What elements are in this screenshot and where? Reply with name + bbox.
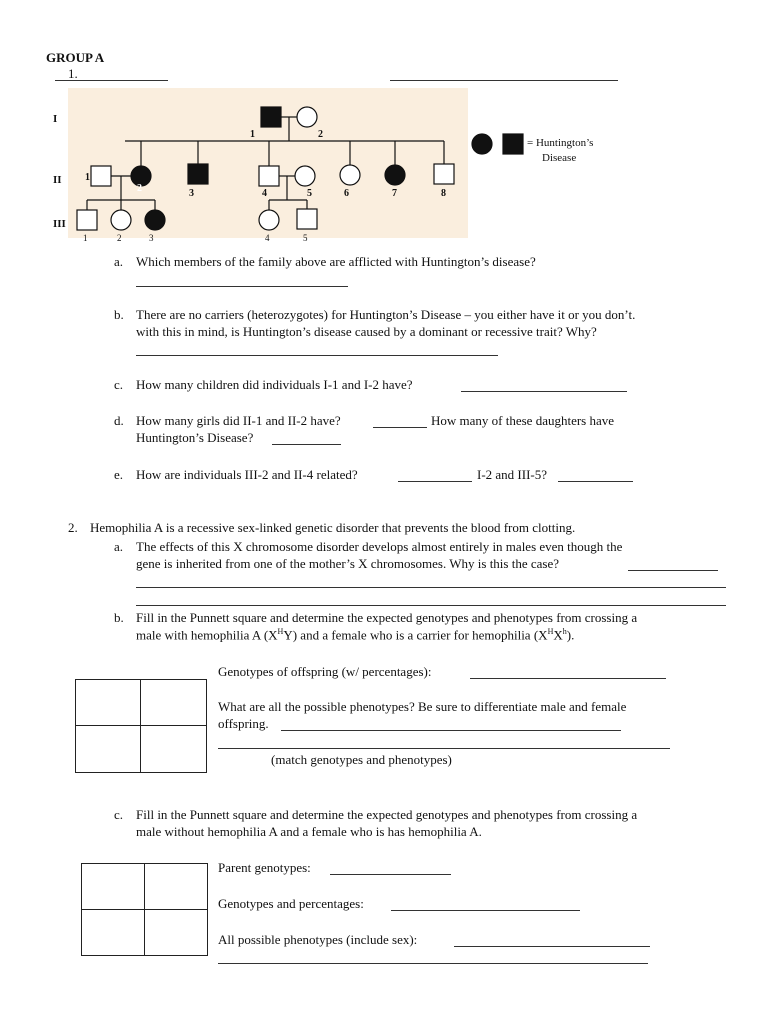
- q2b-text-line2: [136, 627, 574, 643]
- group-title: GROUP A: [46, 50, 105, 65]
- q2b-phenotypes-line2: offspring.: [218, 716, 269, 731]
- gen2-4-male: [259, 166, 279, 186]
- q2b-phenotypes-answer-line-2[interactable]: [218, 748, 670, 749]
- q1d-answer-line-girls[interactable]: [373, 427, 427, 428]
- q2c-phenotypes-answer-line-2[interactable]: [218, 963, 648, 964]
- allele-superscript: H: [547, 627, 554, 636]
- gen3-label: 4: [265, 233, 270, 243]
- pedigree-svg: [0, 0, 770, 260]
- legend-circle-affected: [472, 134, 492, 154]
- gen2-8-male: [434, 164, 454, 184]
- gen1-female: [297, 107, 317, 127]
- gen2-label: 2: [137, 183, 142, 194]
- allele-superscript: H: [277, 627, 284, 636]
- q2c-phenotypes-answer-line-1[interactable]: [454, 946, 650, 947]
- generation-label-i: I: [53, 113, 58, 125]
- q1d-answer-line-affected[interactable]: [272, 444, 341, 445]
- q2a-answer-line-1[interactable]: [628, 570, 718, 571]
- legend-text: = Huntington’s: [527, 137, 594, 149]
- q1e-letter: e.: [114, 467, 124, 482]
- q2a-text-line1: The effects of this X chromosome disorder develops almost entirely in males even though the: [136, 539, 623, 554]
- gen2-label: 1: [85, 172, 90, 183]
- gen3-4-female: [259, 210, 279, 230]
- q2a-text-line2: gene is inherited from one of the mother’s X chromosomes. Why is this the case?: [136, 556, 560, 571]
- q1b-answer-line[interactable]: [136, 355, 498, 356]
- q2c-phenotypes-label: All possible phenotypes (include sex):: [218, 932, 418, 947]
- q2b-text-segment: X: [553, 627, 563, 643]
- q2c-text-line1: Fill in the Punnett square and determine the expected genotypes and phenotypes from crossing a: [136, 807, 638, 822]
- q2a-answer-line-2[interactable]: [136, 587, 726, 588]
- q2c-parent-label: Parent genotypes:: [218, 860, 311, 875]
- q1c-text: How many children did individuals I-1 and I-2 have?: [136, 377, 413, 392]
- generation-label-ii: II: [53, 174, 62, 186]
- q2b-phenotypes-line1: What are all the possible phenotypes? Be sure to differentiate male and female: [218, 699, 627, 714]
- q2c-genotypes-label: Genotypes and percentages:: [218, 896, 364, 911]
- gen1-male-affected: [261, 107, 281, 127]
- q1a-answer-line[interactable]: [136, 286, 348, 287]
- q2c-letter: c.: [114, 807, 124, 822]
- q2-number: 2.: [68, 520, 78, 535]
- q2a-letter: a.: [114, 539, 124, 554]
- q2b-match-note: (match genotypes and phenotypes): [271, 752, 452, 767]
- q2c-genotypes-answer-line[interactable]: [391, 910, 580, 911]
- gen2-label: 5: [307, 188, 312, 199]
- q2b-genotypes-label: Genotypes of offspring (w/ percentages):: [218, 664, 432, 679]
- gen3-label: 5: [303, 233, 308, 243]
- q2b-text-line1: Fill in the Punnett square and determine the expected genotypes and phenotypes from crossing a: [136, 610, 638, 625]
- q1d-text-part1: How many girls did II-1 and II-2 have?: [136, 413, 341, 428]
- gen3-label: 2: [117, 233, 122, 243]
- q1b-text-line1: There are no carriers (heterozygotes) for Huntington’s Disease – you either have it or you don’t.: [136, 307, 636, 322]
- punnett-square-2[interactable]: [81, 863, 208, 956]
- punnett-square-1[interactable]: [75, 679, 207, 773]
- gen1-label: 2: [318, 129, 323, 140]
- gen2-label: 8: [441, 188, 446, 199]
- q1c-answer-line[interactable]: [461, 391, 627, 392]
- q1d-text-line2: Huntington’s Disease?: [136, 430, 254, 445]
- gen3-label: 3: [149, 233, 154, 243]
- gen2-label: 3: [189, 188, 194, 199]
- gen3-1-male: [77, 210, 97, 230]
- q2b-phenotypes-answer-line-1[interactable]: [281, 730, 621, 731]
- punnett-divider: [76, 725, 206, 726]
- q2-intro: Hemophilia A is a recessive sex-linked genetic disorder that prevents the blood from clotting.: [90, 520, 576, 535]
- generation-label-iii: III: [53, 218, 66, 230]
- punnett-divider: [82, 909, 207, 910]
- q1b-text-line2: with this in mind, is Huntington’s disease caused by a dominant or recessive trait? Why?: [136, 324, 597, 339]
- q2b-letter: b.: [114, 610, 124, 625]
- gen2-label: 6: [344, 188, 349, 199]
- gen2-7-female-affected: [385, 165, 405, 185]
- q1d-text-part2: How many of these daughters have: [431, 413, 615, 428]
- q2c-text-line2: male without hemophilia A and a female who is has hemophilia A.: [136, 824, 482, 839]
- gen3-5-male: [297, 209, 317, 229]
- q1d-letter: d.: [114, 413, 124, 428]
- gen2-5-female-spouse: [295, 166, 315, 186]
- gen3-3-female-affected: [145, 210, 165, 230]
- legend-square-affected: [503, 134, 523, 154]
- gen2-3-male-affected: [188, 164, 208, 184]
- allele-superscript: h: [562, 627, 567, 636]
- q2c-parent-answer-line[interactable]: [330, 874, 451, 875]
- gen3-label: 1: [83, 233, 88, 243]
- gen2-label: 7: [392, 188, 397, 199]
- gen2-1-male-spouse: [91, 166, 111, 186]
- legend-text: Disease: [542, 152, 577, 164]
- q1e-answer-line-1[interactable]: [398, 481, 472, 482]
- gen2-6-female: [340, 165, 360, 185]
- q2b-text-segment: ).: [566, 627, 575, 643]
- q1a-text: Which members of the family above are afflicted with Huntington’s disease?: [136, 254, 536, 269]
- q1e-text-part2: I-2 and III-5?: [477, 467, 548, 482]
- question-1-number: 1.: [68, 66, 78, 81]
- q2b-genotypes-answer-line[interactable]: [470, 678, 666, 679]
- gen3-2-female: [111, 210, 131, 230]
- q1c-letter: c.: [114, 377, 124, 392]
- q1a-letter: a.: [114, 254, 124, 269]
- q1b-letter: b.: [114, 307, 124, 322]
- q2b-text-segment: male with hemophilia A (X: [136, 627, 278, 643]
- q1e-text-part1: How are individuals III-2 and II-4 related?: [136, 467, 358, 482]
- gen2-label: 4: [262, 188, 267, 199]
- punnett-divider: [140, 680, 141, 772]
- gen1-label: 1: [250, 129, 255, 140]
- q2a-answer-line-3[interactable]: [136, 605, 726, 606]
- q2b-text-segment: Y) and a female who is a carrier for hemophilia (X: [283, 627, 548, 643]
- q1e-answer-line-2[interactable]: [558, 481, 633, 482]
